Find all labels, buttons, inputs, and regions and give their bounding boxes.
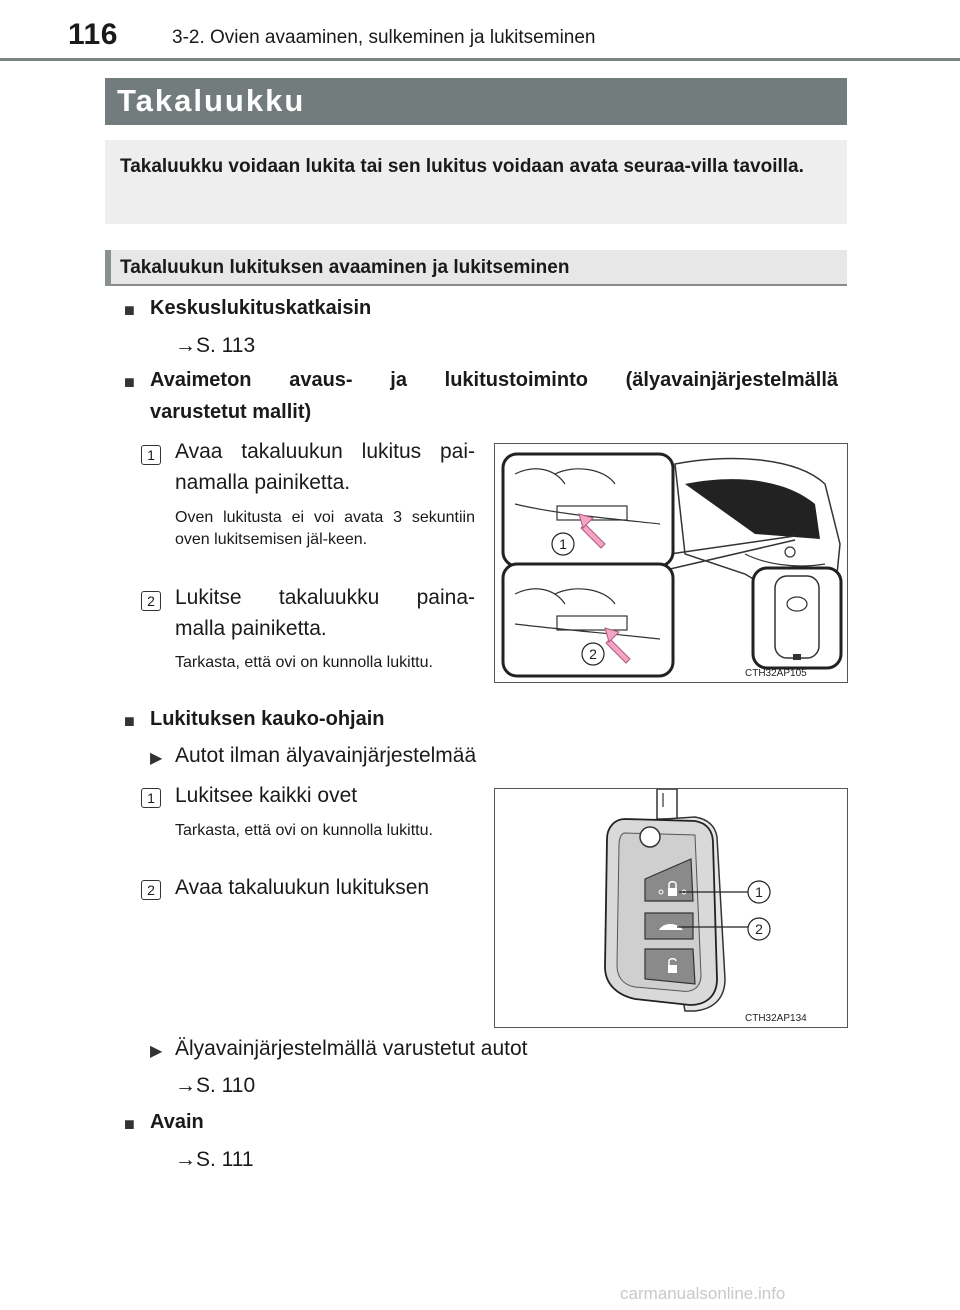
smart-step1-note: Oven lukitusta ei voi avata 3 sekuntiin oven lukitsemisen jäl-keen.: [175, 509, 475, 548]
heading-remote: Lukituksen kauko-ohjain: [150, 708, 385, 730]
arrow-right-icon: →: [175, 1148, 196, 1171]
intro-text: Takaluukku voidaan lukita tai sen lukitus voidaan avata seuraa-villa tavoilla.: [120, 156, 804, 177]
page-number: 116: [68, 18, 118, 51]
remote-sub2-ref: [175, 1074, 255, 1098]
subheading-accent: [105, 250, 111, 286]
triangle-bullet-icon: ▶: [150, 1043, 163, 1060]
heading-smart-line2: varustetut mallit): [150, 401, 312, 423]
heading-key: Avain: [150, 1111, 204, 1133]
step-number: 2: [141, 591, 161, 611]
subheading: Takaluukun lukituksen avaaminen ja lukitseminen: [120, 257, 570, 278]
smart-step1-line2: namalla painiketta.: [175, 471, 351, 494]
square-bullet-icon: ■: [124, 1114, 135, 1134]
key-ref-text: S. 111: [196, 1148, 254, 1171]
figure-code: CTH32AP105: [745, 668, 807, 679]
callout-2: 2: [755, 921, 763, 937]
heading-central-locking: Keskuslukituskatkaisin: [150, 297, 372, 319]
heading-smart-line1: Avaimeton avaus- ja lukitustoiminto (älyavainjärjestelmällä: [150, 369, 838, 391]
smart-step2-note: Tarkasta, että ovi on kunnolla lukittu.: [175, 654, 433, 671]
remote-ref-text: S. 110: [196, 1074, 256, 1097]
remote-sub1: Autot ilman älyavainjärjestelmää: [175, 744, 477, 767]
triangle-bullet-icon: ▶: [150, 750, 163, 767]
step-number: 1: [141, 445, 161, 465]
header-divider: [0, 58, 960, 61]
callout-1: 1: [559, 536, 567, 552]
smart-step2-line2: malla painiketta.: [175, 617, 327, 640]
tailgate-illustration: [495, 444, 846, 681]
remote-key-figure: [494, 788, 848, 1028]
page-title: Takaluukku: [117, 83, 306, 118]
key-ref: [175, 1148, 254, 1172]
smart-step2-line1: Lukitse takaluukku paina-: [175, 586, 475, 609]
tailgate-figure: [494, 443, 848, 683]
smart-step1-line1: Avaa takaluukun lukitus pai-: [175, 440, 475, 463]
central-locking-ref: [175, 334, 255, 358]
remote-step1: Lukitsee kaikki ovet: [175, 784, 358, 807]
remote-sub2: Älyavainjärjestelmällä varustetut autot: [175, 1037, 528, 1060]
square-bullet-icon: ■: [124, 372, 135, 392]
remote-key-illustration: [495, 789, 846, 1026]
remote-step2: Avaa takaluukun lukituksen: [175, 876, 430, 899]
watermark: carmanualsonline.info: [620, 1284, 786, 1303]
callout-2: 2: [589, 646, 597, 662]
step-number: 2: [141, 880, 161, 900]
section-title: 3-2. Ovien avaaminen, sulkeminen ja lukitseminen: [172, 27, 596, 48]
square-bullet-icon: ■: [124, 711, 135, 731]
callout-1: 1: [755, 884, 763, 900]
figure-code: CTH32AP134: [745, 1013, 807, 1024]
remote-step1-note: Tarkasta, että ovi on kunnolla lukittu.: [175, 822, 433, 839]
arrow-right-icon: →: [175, 1074, 196, 1097]
central-ref-text: S. 113: [196, 334, 256, 357]
arrow-right-icon: →: [175, 334, 196, 357]
step-number: 1: [141, 788, 161, 808]
square-bullet-icon: ■: [124, 300, 135, 320]
